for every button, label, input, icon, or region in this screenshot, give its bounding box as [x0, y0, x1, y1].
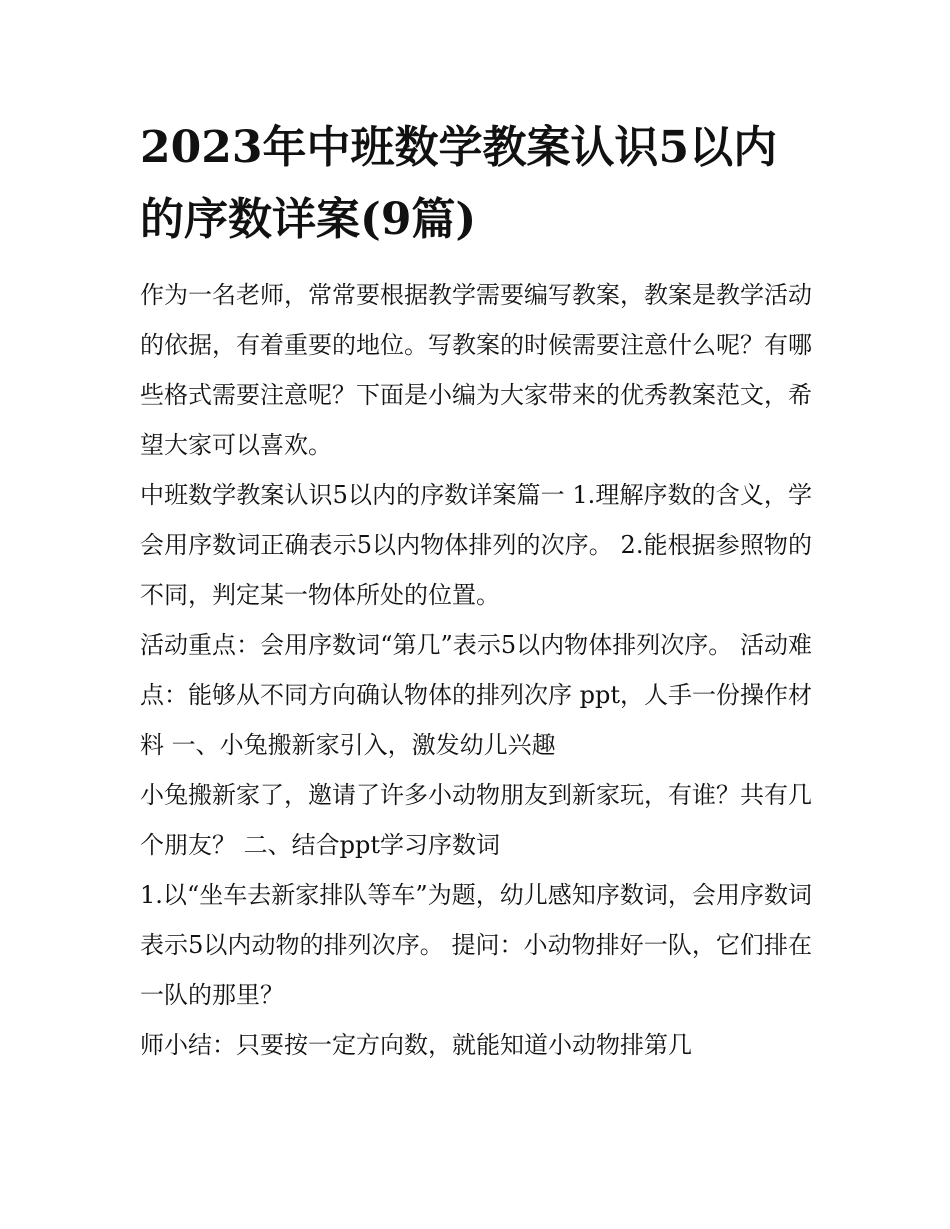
document-title: 2023年中班数学教案认识5以内的序数详案(9篇)	[140, 122, 778, 245]
paragraph-intro: 作为一名老师，常常要根据教学需要编写教案，教案是教学活动的依据，有着重要的地位。写教案的时候需要注意什么呢？有哪些格式需要注意呢？下面是小编为大家带来的优秀教案范文，希望大家可以喜欢。	[140, 281, 812, 459]
paragraph-key-points: 活动重点：会用序数词“第几”表示5以内物体排列次序。 活动难点：能够从不同方向确认物体的排列次序 ppt，人手一份操作材料 一、小兔搬新家引入，激发幼儿兴趣	[140, 631, 812, 759]
document-body	[140, 112, 812, 1070]
paragraph-goals: 中班数学教案认识5以内的序数详案篇一 1.理解序数的含义，学会用序数词正确表示5以内物体排列的次序。 2.能根据参照物的不同，判定某一物体所处的位置。	[140, 481, 812, 609]
paragraph-story: 小兔搬新家了，邀请了许多小动物朋友到新家玩，有谁？共有几个朋友？ 二、结合ppt学习序数词	[140, 781, 812, 859]
paragraph-activity: 1.以“坐车去新家排队等车”为题，幼儿感知序数词，会用序数词表示5以内动物的排列次序。 提问：小动物排好一队，它们排在一队的那里？	[140, 881, 812, 1009]
paragraph-summary: 师小结：只要按一定方向数，就能知道小动物排第几	[140, 1031, 692, 1059]
